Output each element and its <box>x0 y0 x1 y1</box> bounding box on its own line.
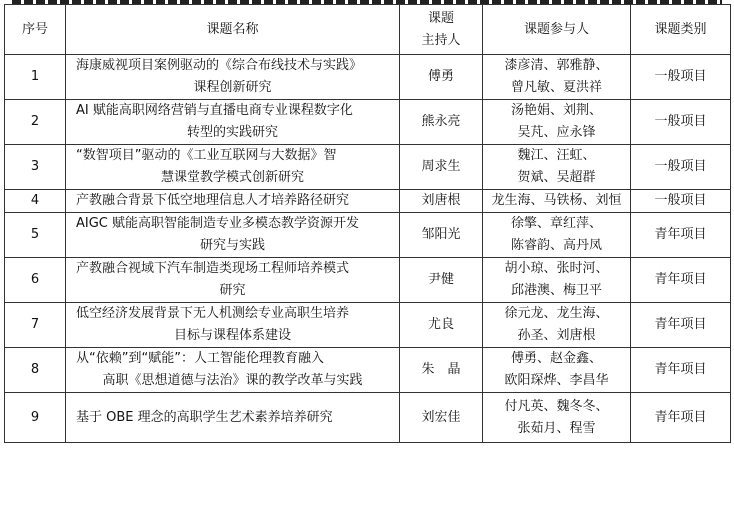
table-header-row <box>5 5 731 55</box>
members-line1: 胡小琼、张时河、 <box>504 261 609 276</box>
members-line2: 邱港澳、梅卫平 <box>510 283 602 298</box>
cell-category: 青年项目 <box>631 258 731 303</box>
cell-host: 尹健 <box>400 258 483 303</box>
title-line1: 基于 OBE 理念的高职学生艺术素养培养研究 <box>76 409 333 425</box>
title-line1: “数智项目”驱动的《工业互联网与大数据》智 <box>76 148 337 163</box>
title-line2: 研究 <box>219 283 246 298</box>
title-line2: 慧课堂教学模式创新研究 <box>160 170 304 185</box>
cell-members <box>483 348 631 393</box>
title-line2: 研究与实践 <box>199 238 265 253</box>
table-row <box>5 258 731 303</box>
header-host <box>400 5 483 55</box>
cell-index: 3 <box>5 145 66 190</box>
cell-title <box>66 258 400 303</box>
members-line1: 汤艳娟、刘荆、 <box>510 103 602 118</box>
cell-title <box>66 393 400 443</box>
table-row <box>5 303 731 348</box>
members-line2: 吴芃、应永锋 <box>517 125 596 140</box>
header-members: 课题参与人 <box>483 5 631 55</box>
cell-title <box>66 145 400 190</box>
cell-category: 一般项目 <box>631 55 731 100</box>
cell-host: 尤良 <box>400 303 483 348</box>
cell-category: 青年项目 <box>631 303 731 348</box>
cell-host: 傅勇 <box>400 55 483 100</box>
cell-index: 8 <box>5 348 66 393</box>
title-line2: 转型的实践研究 <box>186 125 278 140</box>
members-line1: 魏江、汪虹、 <box>517 148 596 163</box>
header-host-line2: 主持人 <box>421 32 461 48</box>
cell-index: 6 <box>5 258 66 303</box>
cell-title <box>66 303 400 348</box>
cell-index: 5 <box>5 213 66 258</box>
cell-category: 青年项目 <box>631 393 731 443</box>
cell-title <box>66 190 400 213</box>
cell-category: 一般项目 <box>631 100 731 145</box>
cell-host: 刘唐根 <box>400 190 483 213</box>
members-line1: 徐元龙、龙生海、 <box>504 306 609 321</box>
members-line2: 欧阳琛烨、李昌华 <box>504 373 609 388</box>
title-line2: 目标与课程体系建设 <box>173 328 291 343</box>
project-table <box>4 4 731 443</box>
cell-category: 青年项目 <box>631 348 731 393</box>
title-line1: 海康威视项目案例驱动的《综合布线技术与实践》 <box>76 58 363 73</box>
members-line2: 贺斌、吴超群 <box>517 170 596 185</box>
cell-index: 1 <box>5 55 66 100</box>
cell-category: 一般项目 <box>631 190 731 213</box>
members-line2: 陈睿韵、高丹凤 <box>510 238 602 253</box>
cell-members <box>483 145 631 190</box>
title-line2: 课程创新研究 <box>193 80 272 95</box>
cell-host: 刘宏佳 <box>400 393 483 443</box>
title-line1: 产教融合视域下汽车制造类现场工程师培养模式 <box>76 261 350 276</box>
cell-members <box>483 100 631 145</box>
title-line1: AIGC 赋能高职智能制造专业多模态教学资源开发 <box>76 216 360 231</box>
cell-index: 2 <box>5 100 66 145</box>
title-line1: 从“依赖”到“赋能”：人工智能伦理教育融入 <box>76 351 324 366</box>
cell-index: 4 <box>5 190 66 213</box>
header-category: 课题类别 <box>631 5 731 55</box>
table-row <box>5 100 731 145</box>
members-line2: 张茹月、程雪 <box>517 420 596 436</box>
title-line1: 低空经济发展背景下无人机测绘专业高职生培养 <box>76 306 350 321</box>
title-line2: 高职《思想道德与法治》课的教学改革与实践 <box>102 373 363 388</box>
cell-host: 周求生 <box>400 145 483 190</box>
cell-members <box>483 55 631 100</box>
table-row <box>5 348 731 393</box>
cell-members <box>483 213 631 258</box>
table-row <box>5 190 731 213</box>
cell-category: 青年项目 <box>631 213 731 258</box>
members-line1: 傅勇、赵金鑫、 <box>510 351 602 366</box>
members-line2: 孙圣、刘唐根 <box>517 328 596 343</box>
cell-host: 熊永亮 <box>400 100 483 145</box>
cell-title <box>66 348 400 393</box>
members-line1: 付凡英、魏冬冬、 <box>504 398 609 414</box>
cell-title <box>66 213 400 258</box>
members-line2: 曾凡敏、夏洪祥 <box>510 80 602 95</box>
title-line1: AI 赋能高职网络营销与直播电商专业课程数字化 <box>76 103 353 118</box>
cell-category: 一般项目 <box>631 145 731 190</box>
cell-members <box>483 190 631 213</box>
cell-members <box>483 258 631 303</box>
members-line1: 龙生海、马铁杨、刘恒 <box>491 193 622 208</box>
table-row <box>5 213 731 258</box>
title-line1: 产教融合背景下低空地理信息人才培养路径研究 <box>76 193 350 208</box>
cell-members <box>483 303 631 348</box>
header-host-line1: 课题 <box>427 10 454 26</box>
table-row <box>5 393 731 443</box>
table-row <box>5 55 731 100</box>
table-row <box>5 145 731 190</box>
header-index: 序号 <box>5 5 66 55</box>
cell-host: 邹阳光 <box>400 213 483 258</box>
members-line1: 徐擎、章红萍、 <box>510 216 602 231</box>
cell-host: 朱 晶 <box>400 348 483 393</box>
cell-index: 7 <box>5 303 66 348</box>
cell-title <box>66 100 400 145</box>
cell-title <box>66 55 400 100</box>
header-title: 课题名称 <box>66 5 400 55</box>
cell-members <box>483 393 631 443</box>
cell-index: 9 <box>5 393 66 443</box>
members-line1: 漆彦清、郭雅静、 <box>504 58 609 73</box>
